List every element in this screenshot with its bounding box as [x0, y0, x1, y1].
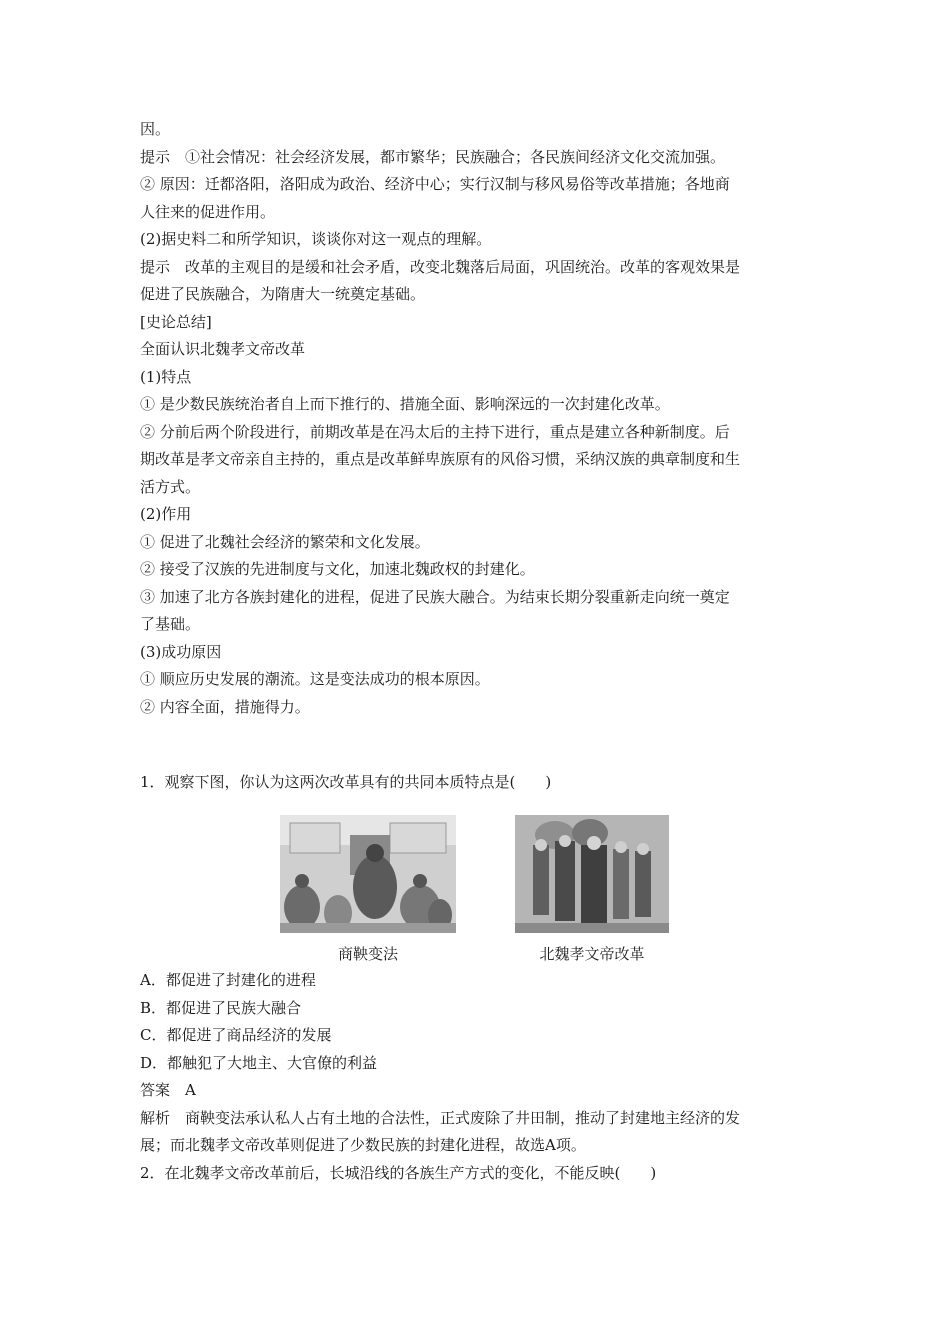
text-line: 了基础。	[140, 615, 201, 633]
text-line: ① 促进了北魏社会经济的繁荣和文化发展。	[140, 532, 430, 551]
figure-row	[140, 815, 820, 964]
text-line: ② 原因：迁都洛阳，洛阳成为政治、经济中心；实行汉制与移风易俗等改革措施；各地商	[140, 175, 730, 193]
text-line: ② 分前后两个阶段进行，前期改革是在冯太后的主持下进行，重点是建立各种新制度。后	[140, 422, 730, 441]
text-line: 期改革是孝文帝亲自主持的，重点是改革鲜卑族原有的风俗习惯，采纳汉族的典章制度和生	[140, 450, 741, 468]
text-line: 答案 A	[140, 1081, 196, 1099]
text-line: A．都促进了封建化的进程	[140, 971, 316, 989]
text-line: 人往来的促进作用。	[140, 202, 276, 221]
text-line: 提示 ①社会情况：社会经济发展，都市繁华；民族融合；各民族间经济文化交流加强。	[140, 147, 726, 166]
text-block-top	[140, 116, 820, 721]
text-line: 提示 改革的主观目的是缓和社会矛盾，改变北魏落后局面，巩固统治。改革的客观效果是	[140, 257, 741, 276]
xiaowen-reform-illustration	[504, 815, 680, 933]
text-line: 全面认识北魏孝文帝改革	[140, 340, 306, 358]
text-line: C．都促进了商品经济的发展	[140, 1026, 332, 1044]
text-line: 促进了民族融合，为隋唐大一统奠定基础。	[140, 285, 426, 303]
shang-yang-reform-illustration	[280, 815, 456, 933]
text-line: ① 是少数民族统治者自上而下推行的、措施全面、影响深远的一次封建化改革。	[140, 395, 670, 413]
text-block-bottom	[140, 967, 820, 1187]
text-line: [史论总结]	[140, 312, 212, 331]
text-line: B．都促进了民族大融合	[140, 998, 302, 1017]
document-body	[140, 116, 820, 797]
text-line: 活方式。	[140, 477, 201, 496]
text-line: (1)特点	[140, 367, 192, 386]
figure-caption: 北魏孝文帝改革	[539, 945, 645, 963]
text-line: ③ 加速了北方各族封建化的进程，促进了民族大融合。为结束长期分裂重新走向统一奠定	[140, 587, 730, 606]
spacer	[140, 721, 820, 769]
text-line: D．都触犯了大地主、大官僚的利益	[140, 1053, 378, 1072]
text-line: ① 顺应历史发展的潮流。这是变法成功的根本原因。	[140, 670, 490, 688]
text-line: 2．在北魏孝文帝改革前后，长城沿线的各族生产方式的变化，不能反映( )	[140, 1163, 657, 1182]
question-1: 1．观察下图，你认为这两次改革具有的共同本质特点是( )	[140, 773, 552, 791]
text-line: (2)作用	[140, 505, 192, 523]
text-line: ② 内容全面，措施得力。	[140, 697, 310, 716]
text-line: (3)成功原因	[140, 642, 222, 661]
figure-caption: 商鞅变法	[337, 945, 398, 963]
text-line: 展；而北魏孝文帝改革则促进了少数民族的封建化进程，故选A项。	[140, 1136, 586, 1154]
text-line: 解析 商鞅变法承认私人占有土地的合法性，正式废除了井田制，推动了封建地主经济的发	[140, 1108, 741, 1127]
text-line: ② 接受了汉族的先进制度与文化，加速北魏政权的封建化。	[140, 560, 535, 578]
text-line: 因。	[140, 120, 171, 138]
text-line: (2)据史料二和所学知识，谈谈你对这一观点的理解。	[140, 230, 492, 248]
figure-xiaowen	[504, 815, 680, 964]
figure-shang-yang	[280, 815, 456, 964]
